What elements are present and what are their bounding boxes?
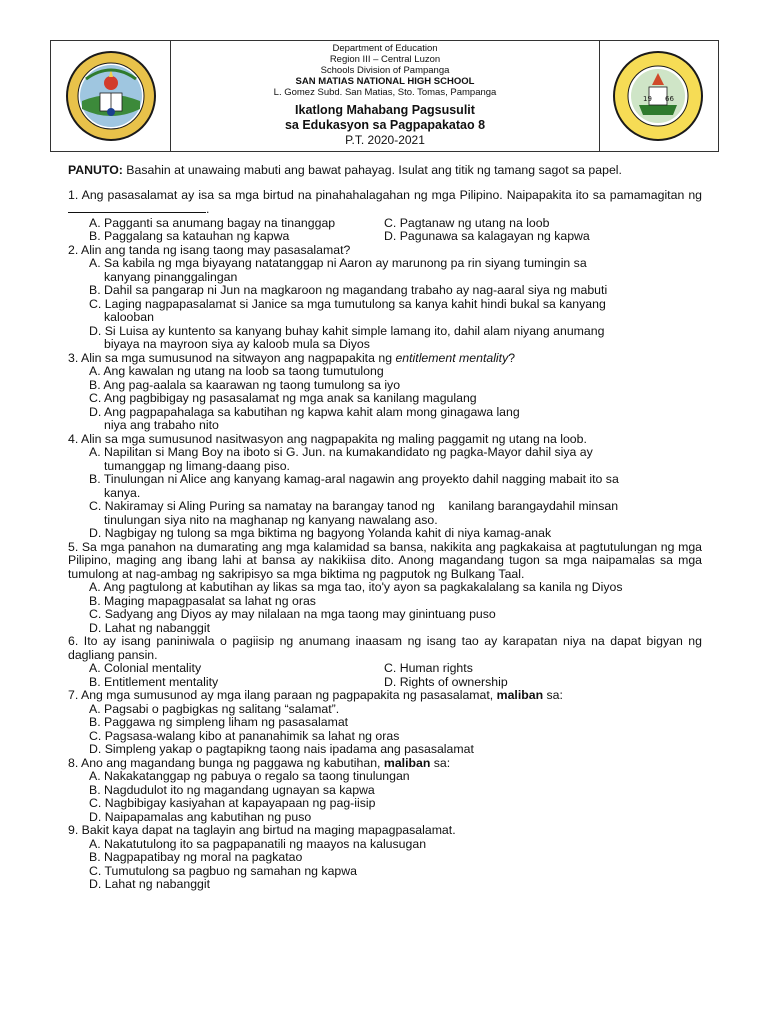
exam-title: Ikatlong Mahabang Pagsusulit xyxy=(295,103,475,117)
choice-d: D. Lahat ng nabanggit xyxy=(89,620,211,635)
choice-c: C. Sadyang ang Diyos ay may nilalaan na mga taong may ginintuang puso xyxy=(89,607,496,621)
question-1 xyxy=(68,189,702,217)
right-logo-year-a: 19 xyxy=(643,95,652,103)
choices xyxy=(68,662,702,689)
choice-d: D. Nagbigay ng tulong sa mga biktima ng bagyong Yolanda kahit di niya kamag-anak xyxy=(89,526,552,540)
exam-subject: sa Edukasyon sa Pagpapakatao 8 xyxy=(284,118,486,132)
choice-c: C. Ang pagbibigay ng pasasalamat ng mga anak sa kanilang magulang xyxy=(89,391,477,405)
choice-a: A. Ang kawalan ng utang na loob sa taong tumutulong xyxy=(89,364,384,378)
choice-b-line1: B. Tinulungan ni Alice ang kanyang kamag-aral nagawin ang proyekto dahil nagging mabait ito sa xyxy=(89,472,619,486)
choice-c-line2: tinulungan siya nito na maghanap ng kanyang nawalang aso. xyxy=(104,512,438,527)
choice-b: B. Entitlement mentality xyxy=(89,674,219,689)
question-emphasis: entitlement mentality xyxy=(395,350,509,365)
choice-a: A. Nakatutulong ito sa pagpapanatili ng maayos na kalusugan xyxy=(89,836,427,851)
question-text: 7. Ang mga sumusunod ay mga ilang paraan ng pagpapakita ng pasasalamat, xyxy=(68,688,497,702)
test-body xyxy=(68,164,702,892)
question-7 xyxy=(68,689,702,703)
choice-b: B. Nagpapatibay ng moral na pagkatao xyxy=(89,850,303,864)
question-9: 9. Bakit kaya dapat na taglayin ang birtud na maging mapagpasalamat. xyxy=(68,823,456,837)
question-end: sa: xyxy=(543,688,563,702)
choices-col-right xyxy=(384,217,679,244)
choice-d-line1: D. Ang pagpapahalaga sa kabutihan ng kapwa kahit alam mong ginagawa lang xyxy=(89,404,520,419)
choice-a: A. Nakakatanggap ng pabuya o regalo sa taong tinulungan xyxy=(89,769,410,783)
choices xyxy=(68,838,702,892)
choice-d: D. Pagunawa sa kalagayan ng kapwa xyxy=(384,229,590,243)
choice-c: C. Pagtanaw ng utang na loob xyxy=(384,215,550,230)
choice-b: B. Dahil sa pangarap ni Jun na magkaroon ng magandang trabaho ay nag-aaral siya ng mabuti xyxy=(89,283,608,297)
school-address: L. Gomez Subd. San Matias, Sto. Tomas, Pampanga xyxy=(273,87,497,98)
choice-a xyxy=(89,446,702,473)
choice-b: B. Paggalang sa katauhan ng kapwa xyxy=(89,229,290,243)
question-emphasis: maliban xyxy=(496,688,544,702)
instructions-label: PANUTO: xyxy=(68,163,123,177)
choice-a: A. Ang pagtulong at kabutihan ay likas sa mga tao, ito'y ayon sa pagkakalalang sa kanila ng Diyos xyxy=(89,580,623,594)
choice-c xyxy=(89,500,702,527)
question-emphasis: maliban xyxy=(383,755,431,770)
deped-seal-logo xyxy=(64,49,158,143)
choice-a: A. Colonial mentality xyxy=(89,661,202,675)
choice-b: B. Paggawa ng simpleng liham ng pasasalamat xyxy=(89,715,349,729)
choices xyxy=(68,446,702,541)
choice-c: C. Nagbibigay kasiyahan at kapayapaan ng pag-iisip xyxy=(89,796,376,810)
choice-a: A. Pagganti sa anumang bagay na tinanggap xyxy=(89,215,336,230)
choice-a-line1: A. Sa kabila ng mga biyayang natatanggap ni Aaron ay marunong pa rin siyang tumingin sa xyxy=(89,256,587,270)
question-text: 3. Alin sa mga sumusunod na sitwayon ang nagpapakita ng xyxy=(68,350,396,365)
question-end: ? xyxy=(508,350,516,365)
choices xyxy=(68,581,702,635)
choice-c-line1: C. Nakiramay si Aling Puring sa namatay na barangay tanod ng kanilang barangaydahil minsan xyxy=(89,499,619,513)
question-4: 4. Alin sa mga sumusunod nasitwasyon ang nagpapakita ng maling paggamit ng utang na loob. xyxy=(68,431,587,446)
choice-d: D. Naipapamalas ang kabutihan ng puso xyxy=(89,809,312,824)
choice-c-line2: kalooban xyxy=(104,310,154,324)
choice-b: B. Nagdudulot ito ng magandang ugnayan sa kapwa xyxy=(89,782,375,797)
question-end: . xyxy=(206,202,210,216)
choices-col-right xyxy=(384,662,679,689)
choice-b-line2: kanya. xyxy=(104,485,141,500)
school-seal-logo xyxy=(611,49,705,143)
choice-a-line2: kanyang pinanggalingan xyxy=(104,269,238,284)
answer-blank xyxy=(68,202,206,213)
choice-d-line2: biyaya na mayroon siya ay kaloob mula sa Diyos xyxy=(104,337,370,351)
header-right-cell xyxy=(599,41,718,151)
choice-d xyxy=(89,406,702,433)
choice-d xyxy=(89,325,702,352)
choice-b: B. Maging mapagpasalat sa lahat ng oras xyxy=(89,593,316,608)
division-name: Schools Division of Pampanga xyxy=(320,65,450,76)
question-2: 2. Alin ang tanda ng isang taong may pasasalamat? xyxy=(68,242,351,257)
choices xyxy=(68,770,702,824)
region-name: Region III – Central Luzon xyxy=(329,54,441,65)
header-left-cell xyxy=(51,41,171,151)
choice-b xyxy=(89,473,702,500)
choice-c: C. Tumutulong sa pagbuo ng samahan ng kapwa xyxy=(89,863,357,878)
choices-col-left xyxy=(89,662,384,689)
instructions-text: Basahin at unawaing mabuti ang bawat pahayag. Isulat ang titik ng tamang sagot sa papel. xyxy=(122,163,622,177)
question-3 xyxy=(68,352,702,366)
school-name: SAN MATIAS NATIONAL HIGH SCHOOL xyxy=(295,76,475,87)
choices xyxy=(68,703,702,757)
choice-d-line1: D. Si Luisa ay kuntento sa kanyang buhay kahit simple lamang ito, dahil alam niyang anumang xyxy=(89,323,605,338)
choice-d: D. Rights of ownership xyxy=(384,674,508,689)
question-text: 1. Ang pasasalamat ay isa sa mga birtud na pinahahalagahan ng mga Pilipino. Naipapakita ito sa pamamagitan ng xyxy=(68,187,702,202)
choice-d: D. Simpleng yakap o pagtapikng taong nais ipadama ang pasasalamat xyxy=(89,742,474,756)
document-header xyxy=(50,40,719,152)
question-5: 5. Sa mga panahon na dumarating ang mga kalamidad sa bansa, nakikita ang pagkakaisa at pagtutulungan ng mga Pilipino, maging ang ibang lahi at bansa ay nakikiisa dito. Anong magandang tugon sa mga naipamalas sa mga tumulong at nag-ambag ng sakripisyo sa mga biktima ng pagputok ng Bulkang Taal. xyxy=(68,539,702,581)
choices xyxy=(68,365,702,433)
choice-c-line1: C. Laging nagpapasalamat si Janice sa mga tumutulong sa kanya kahit hindi bukal sa kanyang xyxy=(89,296,606,311)
choice-c: C. Human rights xyxy=(384,661,473,675)
choices-col-left xyxy=(89,217,384,244)
choice-c xyxy=(89,298,702,325)
choice-d: D. Lahat ng nabanggit xyxy=(89,877,211,891)
school-year: P.T. 2020-2021 xyxy=(345,133,425,147)
choice-a-line2: tumanggap ng limang-daang piso. xyxy=(104,458,290,473)
choice-a xyxy=(89,257,702,284)
question-text: 8. Ano ang magandang bunga ng paggawa ng kabutihan, xyxy=(68,755,384,770)
choice-a: A. Pagsabi o pagbigkas ng salitang “salamat”. xyxy=(89,701,340,716)
choice-b: B. Ang pag-aalala sa kaarawan ng taong tumulong sa iyo xyxy=(89,377,401,392)
header-center xyxy=(171,41,599,151)
choice-a-line1: A. Napilitan si Mang Boy na iboto si G. Jun. na kumakandidato ng pagka-Mayor dahil siya ay xyxy=(89,445,593,459)
question-6: 6. Ito ay isang paniniwala o pagiisip ng anumang inaasam ng isang tao ay karapatan niya na dapat bigyan ng dagliang pansin. xyxy=(68,634,702,662)
right-logo-year-b: 66 xyxy=(665,95,674,103)
choices xyxy=(68,257,702,352)
choice-c: C. Pagsasa-walang kibo at pananahimik sa lahat ng oras xyxy=(89,728,400,743)
question-end: sa: xyxy=(430,755,451,770)
question-8 xyxy=(68,757,702,771)
dept-name: Department of Education xyxy=(332,43,438,54)
choices xyxy=(68,217,702,244)
instructions xyxy=(68,164,702,178)
choice-d-line2: niya ang trabaho nito xyxy=(104,418,219,432)
